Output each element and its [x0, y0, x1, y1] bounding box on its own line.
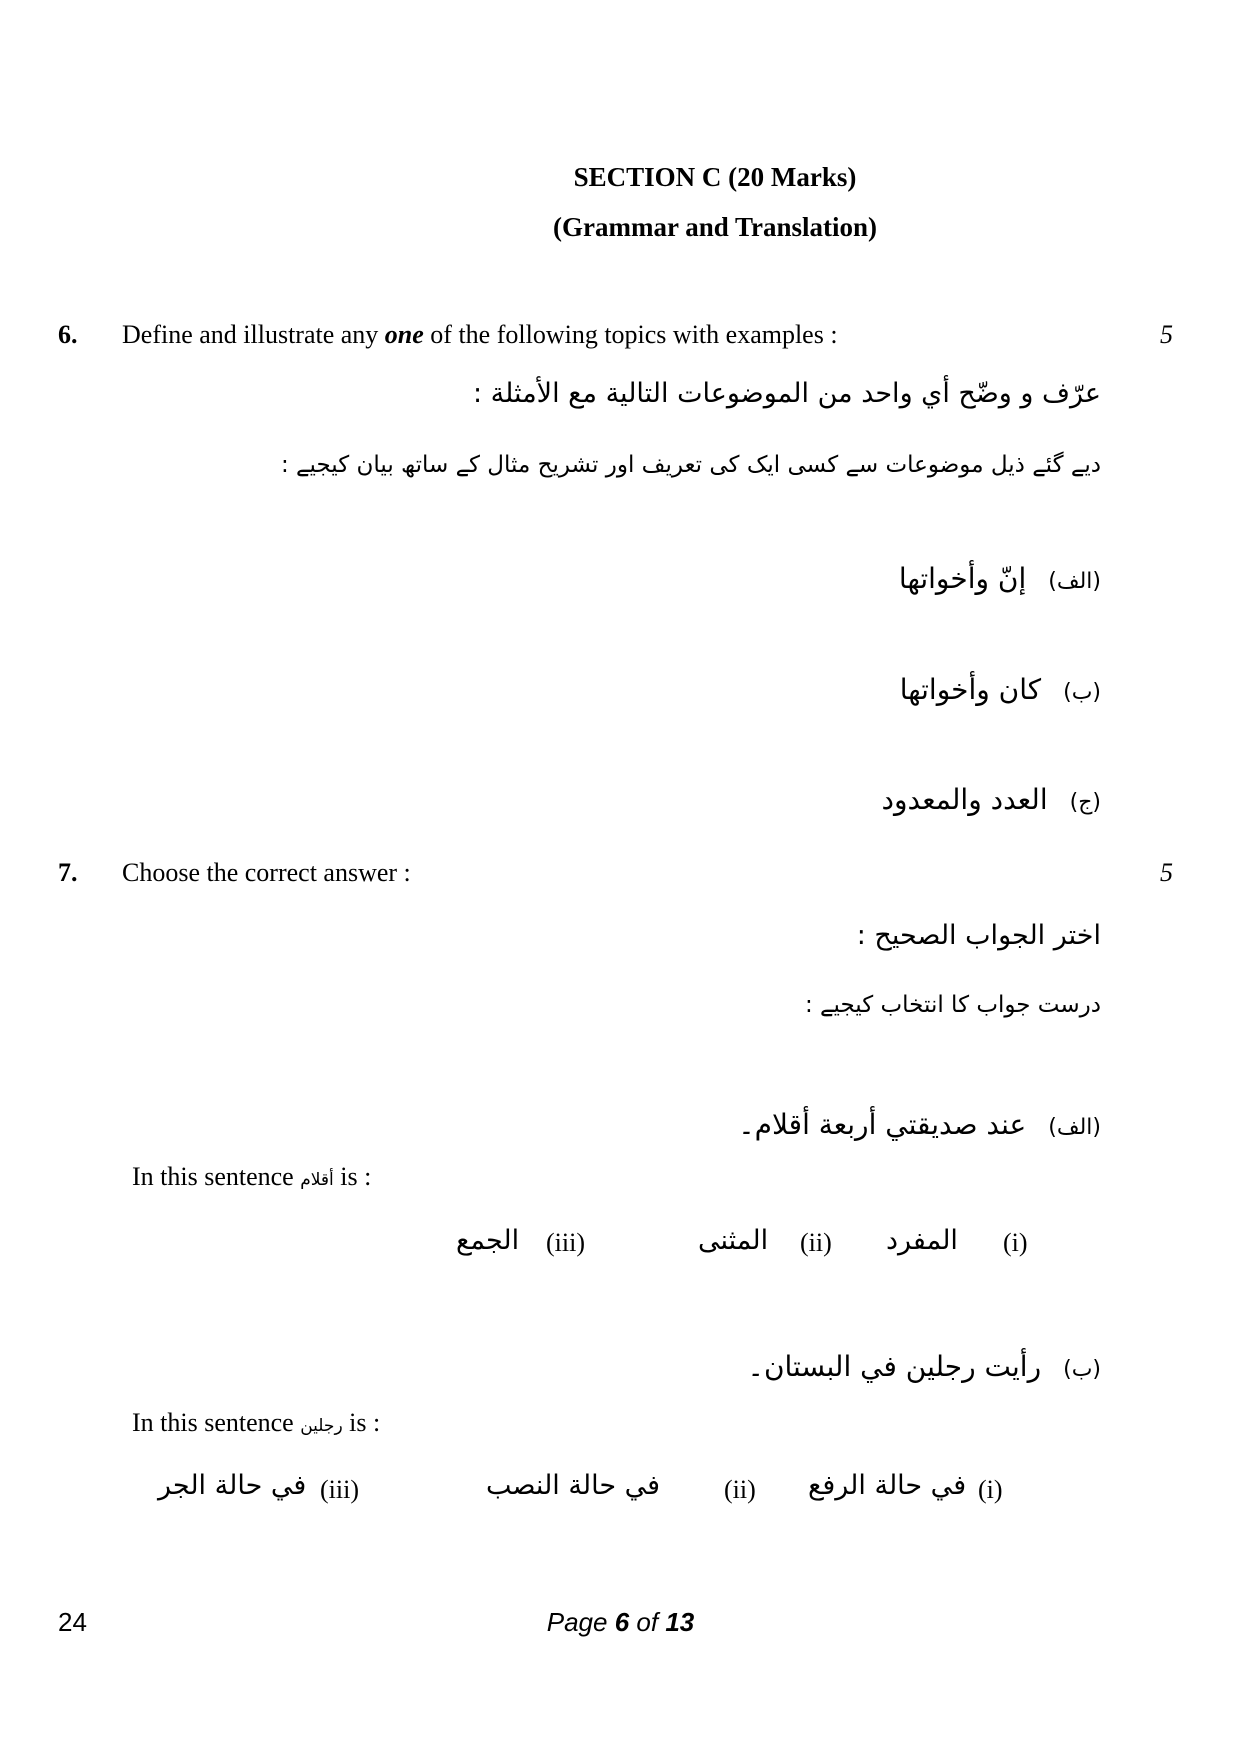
question-7-text: Choose the correct answer :	[122, 858, 411, 887]
page-indicator: Page 6 of 13	[546, 1607, 695, 1637]
part-label: (ب)	[1063, 1357, 1101, 1382]
section-title: SECTION C (20 Marks)	[573, 162, 857, 192]
question-6-number: 6.	[58, 320, 78, 349]
option-text: كان وأخواتها	[899, 673, 1042, 706]
option-label: (الف)	[1048, 569, 1101, 594]
option-text: العدد والمعدود	[881, 783, 1048, 816]
option-label: (ب)	[1063, 680, 1101, 705]
prompt-arabic-word: رجلين	[300, 1416, 343, 1436]
question-6-arabic-instruction: عرّف و وضّح أي واحد من الموضوعات التالية مع الأمثلة :	[472, 378, 1101, 409]
choice-b-iii	[320, 1475, 359, 1505]
choice-b-ii-text: في حالة النصب	[486, 1470, 660, 1501]
option-text: إنّ وأخواتها	[898, 562, 1027, 595]
choice-b-i	[978, 1475, 1003, 1505]
choice-number: (ii)	[724, 1475, 756, 1504]
part-label: (الف)	[1048, 1115, 1101, 1140]
paper-code: 24	[58, 1607, 87, 1637]
question-7-arabic-instruction: اختر الجواب الصحيح :	[856, 920, 1101, 951]
choice-a-i-text: المفرد	[886, 1225, 958, 1256]
question-7-urdu-instruction: درست جواب کا انتخاب کیجیے :	[804, 992, 1101, 1018]
prompt-arabic-word: أقلام	[300, 1170, 334, 1190]
section-subtitle: (Grammar and Translation)	[552, 212, 877, 242]
option-label: (ج)	[1069, 790, 1101, 815]
question-7-marks: 5	[1160, 858, 1173, 887]
choice-number: (ii)	[800, 1228, 832, 1257]
choice-number: (i)	[978, 1475, 1003, 1504]
choice-number: (iii)	[546, 1228, 585, 1257]
part-sentence: عند صديقتي أربعة أقلام۔	[738, 1108, 1027, 1141]
choice-a-iii-text: الجمع	[456, 1225, 520, 1256]
choice-number: (iii)	[320, 1475, 359, 1504]
part-sentence: رأيت رجلين في البستان۔	[747, 1350, 1042, 1383]
choice-b-ii	[724, 1475, 756, 1505]
question-7-part-b-prompt: In this sentence رجلين is :	[132, 1408, 381, 1437]
choice-a-ii	[800, 1228, 832, 1258]
question-7-number: 7.	[58, 858, 78, 887]
question-7-part-a	[738, 1108, 1101, 1141]
question-7-part-a-prompt: In this sentence أقلام is :	[132, 1162, 372, 1191]
current-page: 6	[614, 1607, 630, 1637]
question-6-option-a	[899, 562, 1101, 595]
choice-number: (i)	[1003, 1228, 1028, 1257]
question-6-emphasis: one	[384, 320, 424, 349]
choice-b-i-text: في حالة الرفع	[808, 1470, 967, 1501]
question-6-option-b	[900, 673, 1101, 706]
question-6-text: Define and illustrate any one of the following topics with examples :	[122, 320, 838, 349]
choice-a-ii-text: المثنى	[698, 1225, 769, 1256]
choice-a-iii	[546, 1228, 585, 1258]
choice-a-i	[1003, 1228, 1028, 1258]
question-6-marks: 5	[1160, 320, 1173, 349]
choice-b-iii-text: في حالة الجر	[158, 1470, 307, 1501]
total-pages: 13	[665, 1607, 695, 1637]
question-7-part-b	[748, 1350, 1101, 1383]
question-6-option-c	[882, 783, 1101, 816]
question-6-urdu-instruction: دیے گئے ذیل موضوعات سے کسی ایک کی تعریف اور تشریح مثال کے ساتھ بیان کیجیے :	[280, 452, 1101, 478]
